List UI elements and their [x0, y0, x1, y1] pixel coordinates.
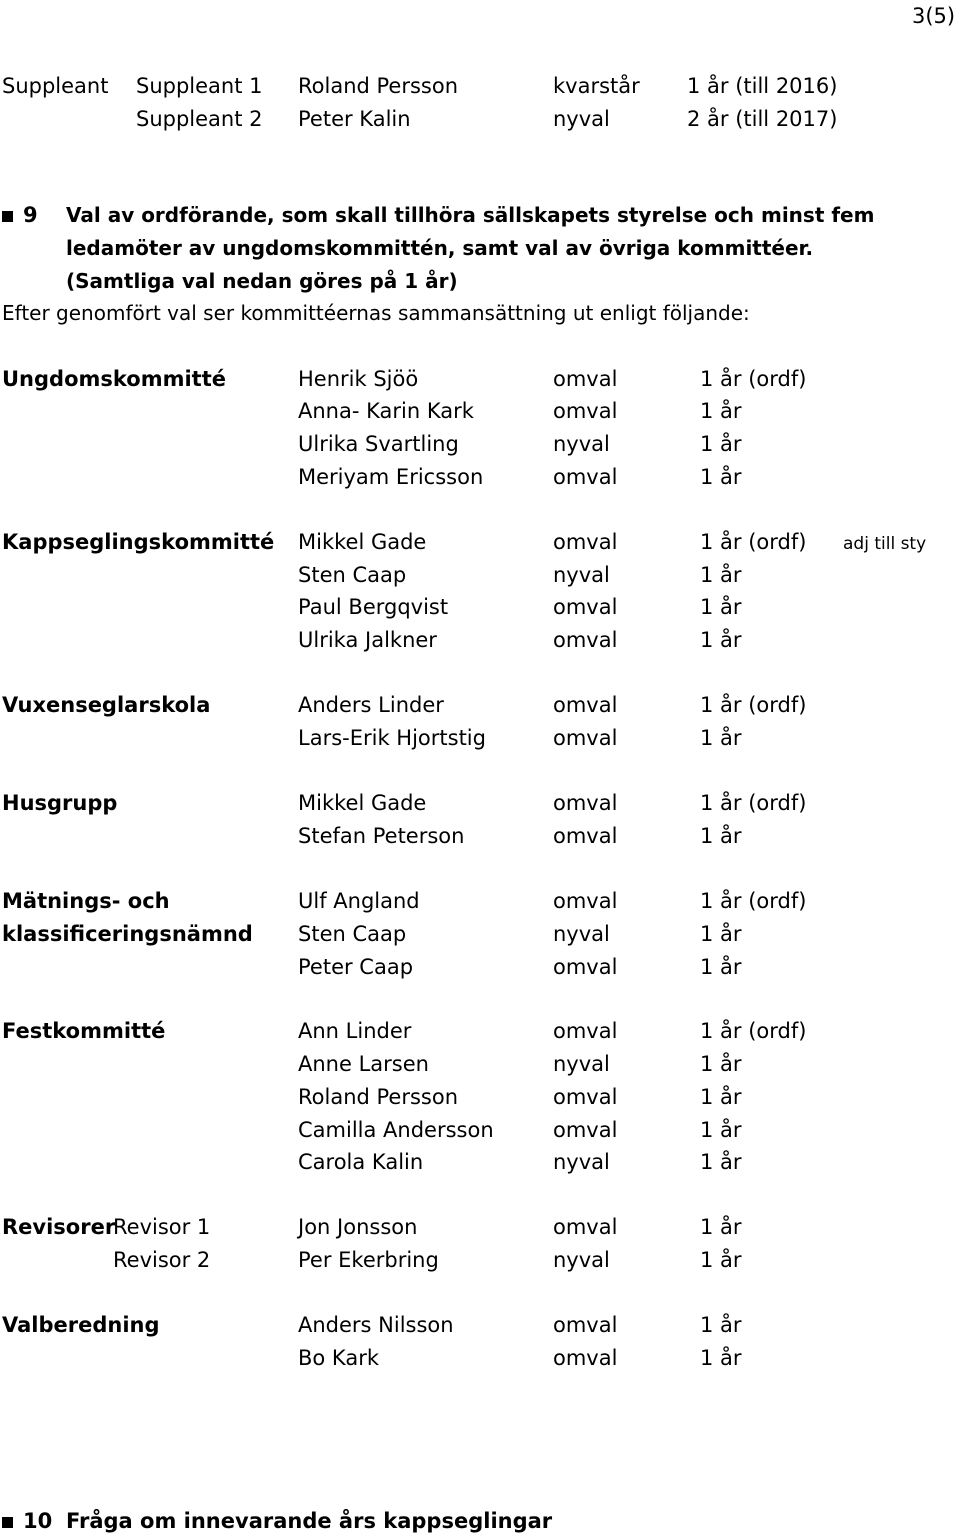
member-status: omval: [553, 693, 618, 717]
member-term: 1 år: [700, 1150, 742, 1174]
bullet-square-icon: [2, 1517, 13, 1528]
suppleant-name: Peter Kalin: [298, 107, 411, 131]
member-term: 1 år (ordf): [700, 1019, 807, 1043]
member-term: 1 år: [700, 1248, 742, 1272]
member-term: 1 år: [700, 1313, 742, 1337]
member-status: nyval: [553, 922, 610, 946]
committee-label: Vuxenseglarskola: [2, 693, 211, 717]
member-term: 1 år: [700, 824, 742, 848]
section-number: 9: [23, 203, 38, 227]
committee-label: Valberedning: [2, 1313, 160, 1337]
member-name: Bo Kark: [298, 1346, 379, 1370]
section-heading-line: ledamöter av ungdomskommittén, samt val av övriga kommittéer.: [66, 236, 814, 260]
member-status: omval: [553, 465, 618, 489]
member-term: 1 år: [700, 1346, 742, 1370]
member-status: nyval: [553, 563, 610, 587]
member-term: 1 år (ordf): [700, 791, 807, 815]
member-status: nyval: [553, 1150, 610, 1174]
member-status: omval: [553, 824, 618, 848]
member-term: 1 år: [700, 1215, 742, 1239]
member-role: Revisor 1: [113, 1215, 211, 1239]
member-status: omval: [553, 595, 618, 619]
member-term: 1 år: [700, 1052, 742, 1076]
member-name: Sten Caap: [298, 563, 407, 587]
member-term: 1 år (ordf): [700, 693, 807, 717]
member-term: 1 år: [700, 726, 742, 750]
suppleant-name: Roland Persson: [298, 74, 459, 98]
section-heading-line: Val av ordförande, som skall tillhöra sällskapets styrelse och minst fem: [66, 203, 875, 227]
section-heading-line: (Samtliga val nedan göres på 1 år): [66, 269, 458, 293]
member-name: Mikkel Gade: [298, 791, 427, 815]
member-status: omval: [553, 726, 618, 750]
member-status: omval: [553, 1019, 618, 1043]
member-name: Ulrika Svartling: [298, 432, 459, 456]
member-name: Peter Caap: [298, 955, 414, 979]
member-status: omval: [553, 1313, 618, 1337]
member-name: Anders Linder: [298, 693, 444, 717]
suppleant-term: 2 år (till 2017): [687, 107, 838, 131]
member-status: nyval: [553, 1248, 610, 1272]
member-name: Anna- Karin Kark: [298, 399, 474, 423]
page-number: 3(5): [912, 4, 956, 28]
member-role: Revisor 2: [113, 1248, 211, 1272]
member-name: Lars-Erik Hjortstig: [298, 726, 486, 750]
member-status: omval: [553, 1118, 618, 1142]
member-term: 1 år (ordf): [700, 530, 807, 554]
member-status: omval: [553, 399, 618, 423]
member-term: 1 år: [700, 563, 742, 587]
member-name: Ulf Angland: [298, 889, 420, 913]
member-name: Camilla Andersson: [298, 1118, 494, 1142]
member-term: 1 år: [700, 1118, 742, 1142]
committee-label: Festkommitté: [2, 1019, 166, 1043]
member-name: Mikkel Gade: [298, 530, 427, 554]
member-status: omval: [553, 530, 618, 554]
section-number: 10: [23, 1509, 53, 1533]
committee-note: adj till sty: [843, 534, 927, 554]
member-term: 1 år: [700, 922, 742, 946]
member-name: Paul Bergqvist: [298, 595, 449, 619]
member-status: omval: [553, 628, 618, 652]
member-status: omval: [553, 889, 618, 913]
member-name: Stefan Peterson: [298, 824, 465, 848]
member-name: Anne Larsen: [298, 1052, 429, 1076]
member-status: omval: [553, 1346, 618, 1370]
member-term: 1 år (ordf): [700, 889, 807, 913]
member-term: 1 år: [700, 465, 742, 489]
member-status: omval: [553, 791, 618, 815]
committee-label: Revisorer: [2, 1215, 116, 1239]
member-name: Anders Nilsson: [298, 1313, 454, 1337]
member-status: nyval: [553, 432, 610, 456]
bullet-square-icon: [2, 211, 13, 222]
member-term: 1 år: [700, 432, 742, 456]
member-name: Ulrika Jalkner: [298, 628, 437, 652]
member-name: Ann Linder: [298, 1019, 412, 1043]
committee-label: Kappseglingskommitté: [2, 530, 275, 554]
committee-label: Husgrupp: [2, 791, 118, 815]
member-name: Per Ekerbring: [298, 1248, 439, 1272]
section-heading: Fråga om innevarande års kappseglingar: [66, 1509, 553, 1533]
member-status: omval: [553, 955, 618, 979]
member-status: omval: [553, 1215, 618, 1239]
member-name: Carola Kalin: [298, 1150, 424, 1174]
member-term: 1 år (ordf): [700, 367, 807, 391]
member-name: Henrik Sjöö: [298, 367, 419, 391]
member-name: Jon Jonsson: [298, 1215, 418, 1239]
suppleant-term: 1 år (till 2016): [687, 74, 838, 98]
committee-label: Mätnings- och: [2, 889, 170, 913]
member-name: Meriyam Ericsson: [298, 465, 484, 489]
member-term: 1 år: [700, 595, 742, 619]
member-status: omval: [553, 1085, 618, 1109]
suppleant-status: kvarstår: [553, 74, 640, 98]
member-term: 1 år: [700, 628, 742, 652]
member-name: Sten Caap: [298, 922, 407, 946]
suppleant-role: Suppleant 1: [136, 74, 263, 98]
suppleant-role: Suppleant 2: [136, 107, 263, 131]
member-term: 1 år: [700, 399, 742, 423]
member-name: Roland Persson: [298, 1085, 459, 1109]
member-term: 1 år: [700, 955, 742, 979]
suppleant-status: nyval: [553, 107, 610, 131]
member-term: 1 år: [700, 1085, 742, 1109]
committee-label: Ungdomskommitté: [2, 367, 226, 391]
suppleant-label: Suppleant: [2, 74, 109, 98]
section-intro: Efter genomfört val ser kommittéernas sammansättning ut enligt följande:: [2, 301, 750, 325]
committee-label: klassificeringsnämnd: [2, 922, 253, 946]
member-status: nyval: [553, 1052, 610, 1076]
member-status: omval: [553, 367, 618, 391]
